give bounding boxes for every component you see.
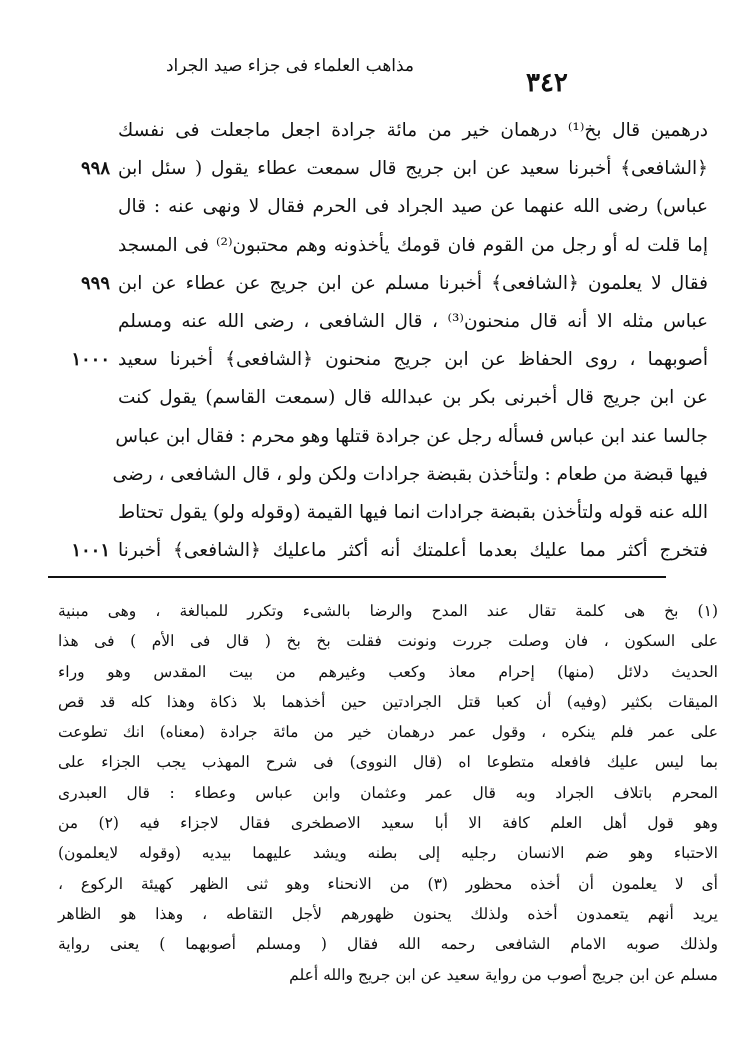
footnote-line: على عمر فلم ينكره ، وقول عمر درهمان خير من مائة جرادة (معناه) انك تطوعت bbox=[58, 723, 718, 742]
hadith-number: ١٠٠٠ bbox=[71, 349, 110, 371]
text-line bbox=[20, 303, 720, 341]
footnote-line: على السكون ، فان وصلت جررت ونونت فقلت بخ بخ ( قال فى الأم ) فى هذا bbox=[58, 632, 718, 651]
main-text bbox=[20, 112, 720, 570]
line-text: عباس) رضى الله عنهما عن صيد الجراد فى الحرم فقال لا ونهى عنه : قال bbox=[118, 196, 708, 218]
footnote-divider bbox=[48, 576, 666, 578]
text-line bbox=[20, 227, 720, 265]
footnote-line: المحرم باتلاف الجراد وبه قال عمر وعثمان وابن عباس وعطاء : قال العبدرى bbox=[58, 783, 718, 802]
line-text: فقال لا يعلمون ﴿الشافعى﴾ أخبرنا مسلم عن ابن جريج عن عطاء عن ابن bbox=[118, 272, 708, 294]
hadith-number: ٩٩٩ bbox=[80, 272, 110, 294]
footnotes bbox=[40, 596, 730, 990]
running-title: مذاهب العلماء فى جزاء صيد الجراد bbox=[165, 56, 415, 76]
hadith-number: ١٠٠١ bbox=[71, 540, 110, 562]
footnote-line: الميقات بكثير (وفيه) أن كعبا قتل الجرادتين حين أخذهما بلا ذكاة وهذا كله قد قص bbox=[58, 692, 718, 711]
hadith-number: ٩٩٨ bbox=[80, 158, 110, 180]
footnote-line: وهو قول أهل العلم كافة الا أبا سعيد الاصطخرى فقال لاجزاء فيه (٢) من bbox=[58, 814, 718, 833]
line-text: فتخرج أكثر مما عليك بعدما أعلمتك أنه أكثر ماعليك ﴿الشافعى﴾ أخبرنا bbox=[118, 540, 708, 562]
footnote-line: أى لا يعلمون أن أخذه محظور (٣) من الانحناء وهو ثنى الظهر كهيئة الركوع ، bbox=[58, 874, 718, 893]
line-text: درهمين قال بخ⁽¹⁾ درهمان خير من مائة جرادة اجعل ماجعلت فى نفسك bbox=[118, 120, 709, 141]
text-line bbox=[20, 341, 720, 379]
line-text: إما قلت له أو رجل من القوم فان قومك يأخذونه وهم محتبون⁽²⁾ فى المسجد bbox=[118, 234, 708, 256]
footnote-line: الاحتباء وهو ضم الانسان رجليه إلى بطنه ويشد عليهما بيديه (وقوله لايعلمون) bbox=[58, 844, 718, 863]
line-text: جالسا عند ابن عباس فسأله رجل عن جرادة قتلها وهو محرم : فقال ابن عباس bbox=[115, 425, 708, 447]
text-line bbox=[20, 150, 720, 188]
line-text: الله عنه قوله ولتأخذن بقبضة جرادات انما فيها القيمة (وقوله ولو) يقول تحتاط bbox=[118, 501, 708, 523]
line-text: فيها قبضة من طعام : ولتأخذن بقبضة جرادات ولكن ولو ، قال الشافعى ، رضى bbox=[112, 463, 708, 485]
footnote-line: يريد أنهم يتعمدون أخذه ولذلك يحنون ظهورهم لأجل التقاطه ، وهذا هو الظاهر bbox=[58, 904, 718, 923]
footnote-line: مسلم عن ابن جريج أصوب من رواية سعيد عن ابن جريج والله أعلم bbox=[289, 965, 718, 984]
line-text: ﴿الشافعى﴾ أخبرنا سعيد عن ابن جريج قال سمعت عطاء يقول ( سئل ابن bbox=[118, 158, 708, 180]
footnote-line: بما ليس عليك فافعله متطوعا اه (قال النووى) فى شرح المهذب يجب الجزاء على bbox=[58, 753, 718, 772]
footnote-line: الحديث دلائل (منها) إحرام معاذ وكعب وغيرهم من بيت المقدس وهو وراء bbox=[58, 662, 718, 681]
text-line bbox=[20, 379, 720, 417]
text-line bbox=[20, 265, 720, 303]
text-line bbox=[20, 532, 720, 570]
footnote-line: ولذلك صوبه الامام الشافعى رحمه الله فقال ( ومسلم أصوبهما ) يعنى رواية bbox=[58, 935, 718, 954]
footnote-line: (١) بخ هى كلمة تقال عند المدح والرضا بالشىء وتكرر للمبالغة ، وهى مبنية bbox=[58, 602, 718, 620]
text-line bbox=[20, 188, 720, 226]
text-line bbox=[20, 456, 720, 494]
line-text: عن ابن جريج قال أخبرنى بكر بن عبدالله قال (سمعت القاسم) يقول كنت bbox=[118, 387, 708, 409]
text-line bbox=[20, 112, 720, 150]
text-line bbox=[20, 494, 720, 532]
text-line bbox=[20, 418, 720, 456]
page-number: ٣٤٢ bbox=[526, 68, 568, 98]
line-text: عباس مثله الا أنه قال منحنون⁽³⁾ ، قال الشافعى ، رضى الله عنه ومسلم bbox=[118, 310, 708, 332]
line-text: أصوبهما ، روى الحفاظ عن ابن جريج منحنون ﴿الشافعى﴾ أخبرنا سعيد bbox=[118, 349, 708, 371]
